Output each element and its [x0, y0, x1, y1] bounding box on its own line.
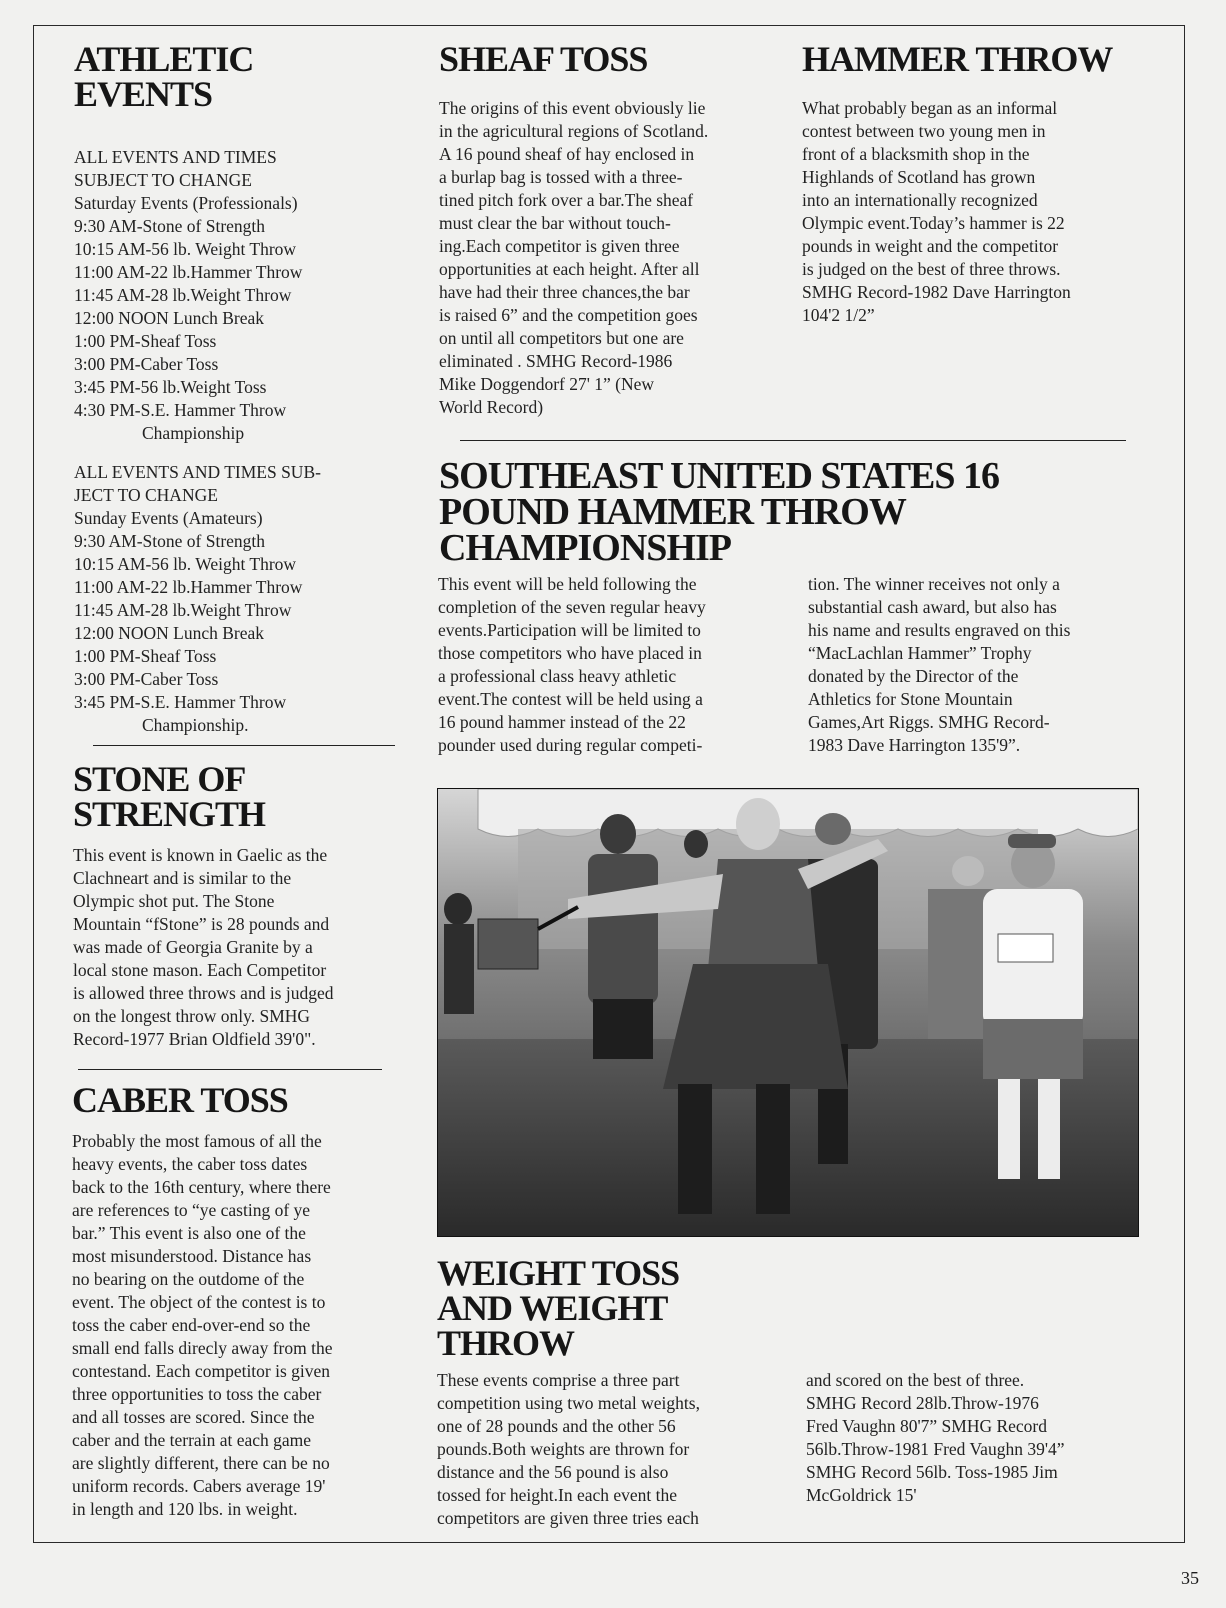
weight-text-left: These events comprise a three part competition using two metal weights, one of 28 pounds and the other 56 pounds.Both weights are thrown for distance and the 56 pound is also tossed for height.In each event the competitors are given three tries each [437, 1370, 700, 1528]
schedule-line: 10:15 AM-56 lb. Weight Throw [74, 554, 297, 574]
schedule-line: Championship. [142, 715, 249, 735]
schedule-line: Saturday Events (Professionals) [74, 193, 298, 213]
hammer-section [802, 39, 1162, 327]
caber-text: Probably the most famous of all the heavy events, the caber toss dates back to the 16th century, where there are references to “ye casting of ye bar.” This event is also one of the most misunderstood. Distance has no bearing on the outdome of the event. The object of the contest is to toss the caber end-over-end so the small end falls direcly away from the contestand. Each competitor is given three opportunities to toss the caber and all tosses are scored. Since the caber and the terrain at each game are slightly different, there can be no uniform records. Cabers average 19' in length and 120 lbs. in weight. [72, 1131, 333, 1519]
page-number: 35 [1181, 1568, 1199, 1588]
saturday-schedule [74, 146, 404, 445]
schedule-line: SUBJECT TO CHANGE [74, 170, 252, 190]
schedule-line: JECT TO CHANGE [74, 485, 218, 505]
schedule-line: 11:45 AM-28 lb.Weight Throw [74, 285, 292, 305]
photo-illustration [438, 789, 1138, 1236]
hammer-title: HAMMER THROW [802, 39, 1113, 79]
schedule-line: 12:00 NOON Lunch Break [74, 308, 265, 328]
schedule-line: Sunday Events (Amateurs) [74, 508, 263, 528]
schedule-line: 3:45 PM-56 lb.Weight Toss [74, 377, 267, 397]
schedule-line: 3:00 PM-Caber Toss [74, 669, 219, 689]
hammer-thrower-photo [437, 788, 1139, 1237]
schedule-line: 9:30 AM-Stone of Strength [74, 216, 266, 236]
schedule-line: 3:45 PM-S.E. Hammer Throw [74, 692, 287, 712]
divider [93, 745, 395, 746]
schedule-line: 4:30 PM-S.E. Hammer Throw [74, 400, 287, 420]
sheaf-text: The origins of this event obviously lie in the agricultural regions of Scotland. A 16 pound sheaf of hay enclosed in a burlap bag is tossed with a three- tined pitch fork over a bar.The sheaf must clear the bar without touch- ing.Each competitor is given three opportunities at each height. After all have had their three chances,the bar is raised 6” and the competition goes on until all competitors but one are eliminated . SMHG Record-1986 Mike Doggendorf 27' 1” (New World Record) [439, 98, 709, 417]
southeast-text-left: This event will be held following the completion of the seven regular heavy events.Participation will be limited to those competitors who have placed in a professional class heavy athletic event.The contest will be held using a 16 pound hammer instead of the 22 pounder used during regular competi- [438, 574, 706, 755]
sheaf-title: SHEAF TOSS [439, 39, 648, 79]
weight-section [437, 1253, 777, 1363]
schedule-line: ALL EVENTS AND TIMES [74, 147, 277, 167]
athletic-events-title: ATHLETIC EVENTS [74, 39, 254, 114]
stone-section [73, 759, 403, 1051]
weight-title: WEIGHT TOSS AND WEIGHT THROW [437, 1253, 680, 1363]
stone-text: This event is known in Gaelic as the Clachneart and is similar to the Olympic shot put. The Stone Mountain “fStone” is 28 pounds and was made of Georgia Granite by a local stone mason. Each Competitor is allowed three throws and is judged on the longest throw only. SMHG Record-1977 Brian Oldfield 39'0". [73, 845, 334, 1049]
stone-title: STONE OF STRENGTH [73, 759, 266, 834]
sunday-schedule [74, 461, 404, 737]
sheaf-section [439, 39, 779, 419]
weight-text-right: and scored on the best of three. SMHG Record 28lb.Throw-1976 Fred Vaughn 80'7” SMHG Record 56lb.Throw-1981 Fred Vaughn 39'4” SMHG Record 56lb. Toss-1985 Jim McGoldrick 15' [806, 1370, 1065, 1505]
southeast-section [439, 455, 1059, 569]
hammer-text: What probably began as an informal contest between two young men in front of a blacksmith shop in the Highlands of Scotland has grown into an internationally recognized Olympic event.Today’s hammer is 22 pounds in weight and the competitor is judged on the best of three throws. SMHG Record-1982 Dave Harrington 104'2 1/2” [802, 98, 1071, 325]
schedule-line: 1:00 PM-Sheaf Toss [74, 331, 217, 351]
schedule-line: 1:00 PM-Sheaf Toss [74, 646, 217, 666]
schedule-line: Championship [142, 423, 245, 443]
athletic-events-section [74, 39, 404, 737]
schedule-line: 12:00 NOON Lunch Break [74, 623, 265, 643]
schedule-line: 3:00 PM-Caber Toss [74, 354, 219, 374]
schedule-line: 11:00 AM-22 lb.Hammer Throw [74, 577, 303, 597]
schedule-line: 11:45 AM-28 lb.Weight Throw [74, 600, 292, 620]
caber-title: CABER TOSS [72, 1080, 288, 1120]
divider [460, 440, 1126, 441]
schedule-line: ALL EVENTS AND TIMES SUB- [74, 462, 321, 482]
schedule-line: 9:30 AM-Stone of Strength [74, 531, 266, 551]
schedule-line: 11:00 AM-22 lb.Hammer Throw [74, 262, 303, 282]
southeast-text-right: tion. The winner receives not only a substantial cash award, but also has his name and results engraved on this “MacLachlan Hammer” Trophy donated by the Director of the Athletics for Stone Mountain Games,Art Riggs. SMHG Record- 1983 Dave Harrington 135'9”. [808, 574, 1071, 755]
southeast-title: SOUTHEAST UNITED STATES 16 POUND HAMMER THROW CHAMPIONSHIP [439, 455, 1000, 569]
caber-section [72, 1080, 402, 1521]
divider [78, 1069, 382, 1070]
schedule-line: 10:15 AM-56 lb. Weight Throw [74, 239, 297, 259]
